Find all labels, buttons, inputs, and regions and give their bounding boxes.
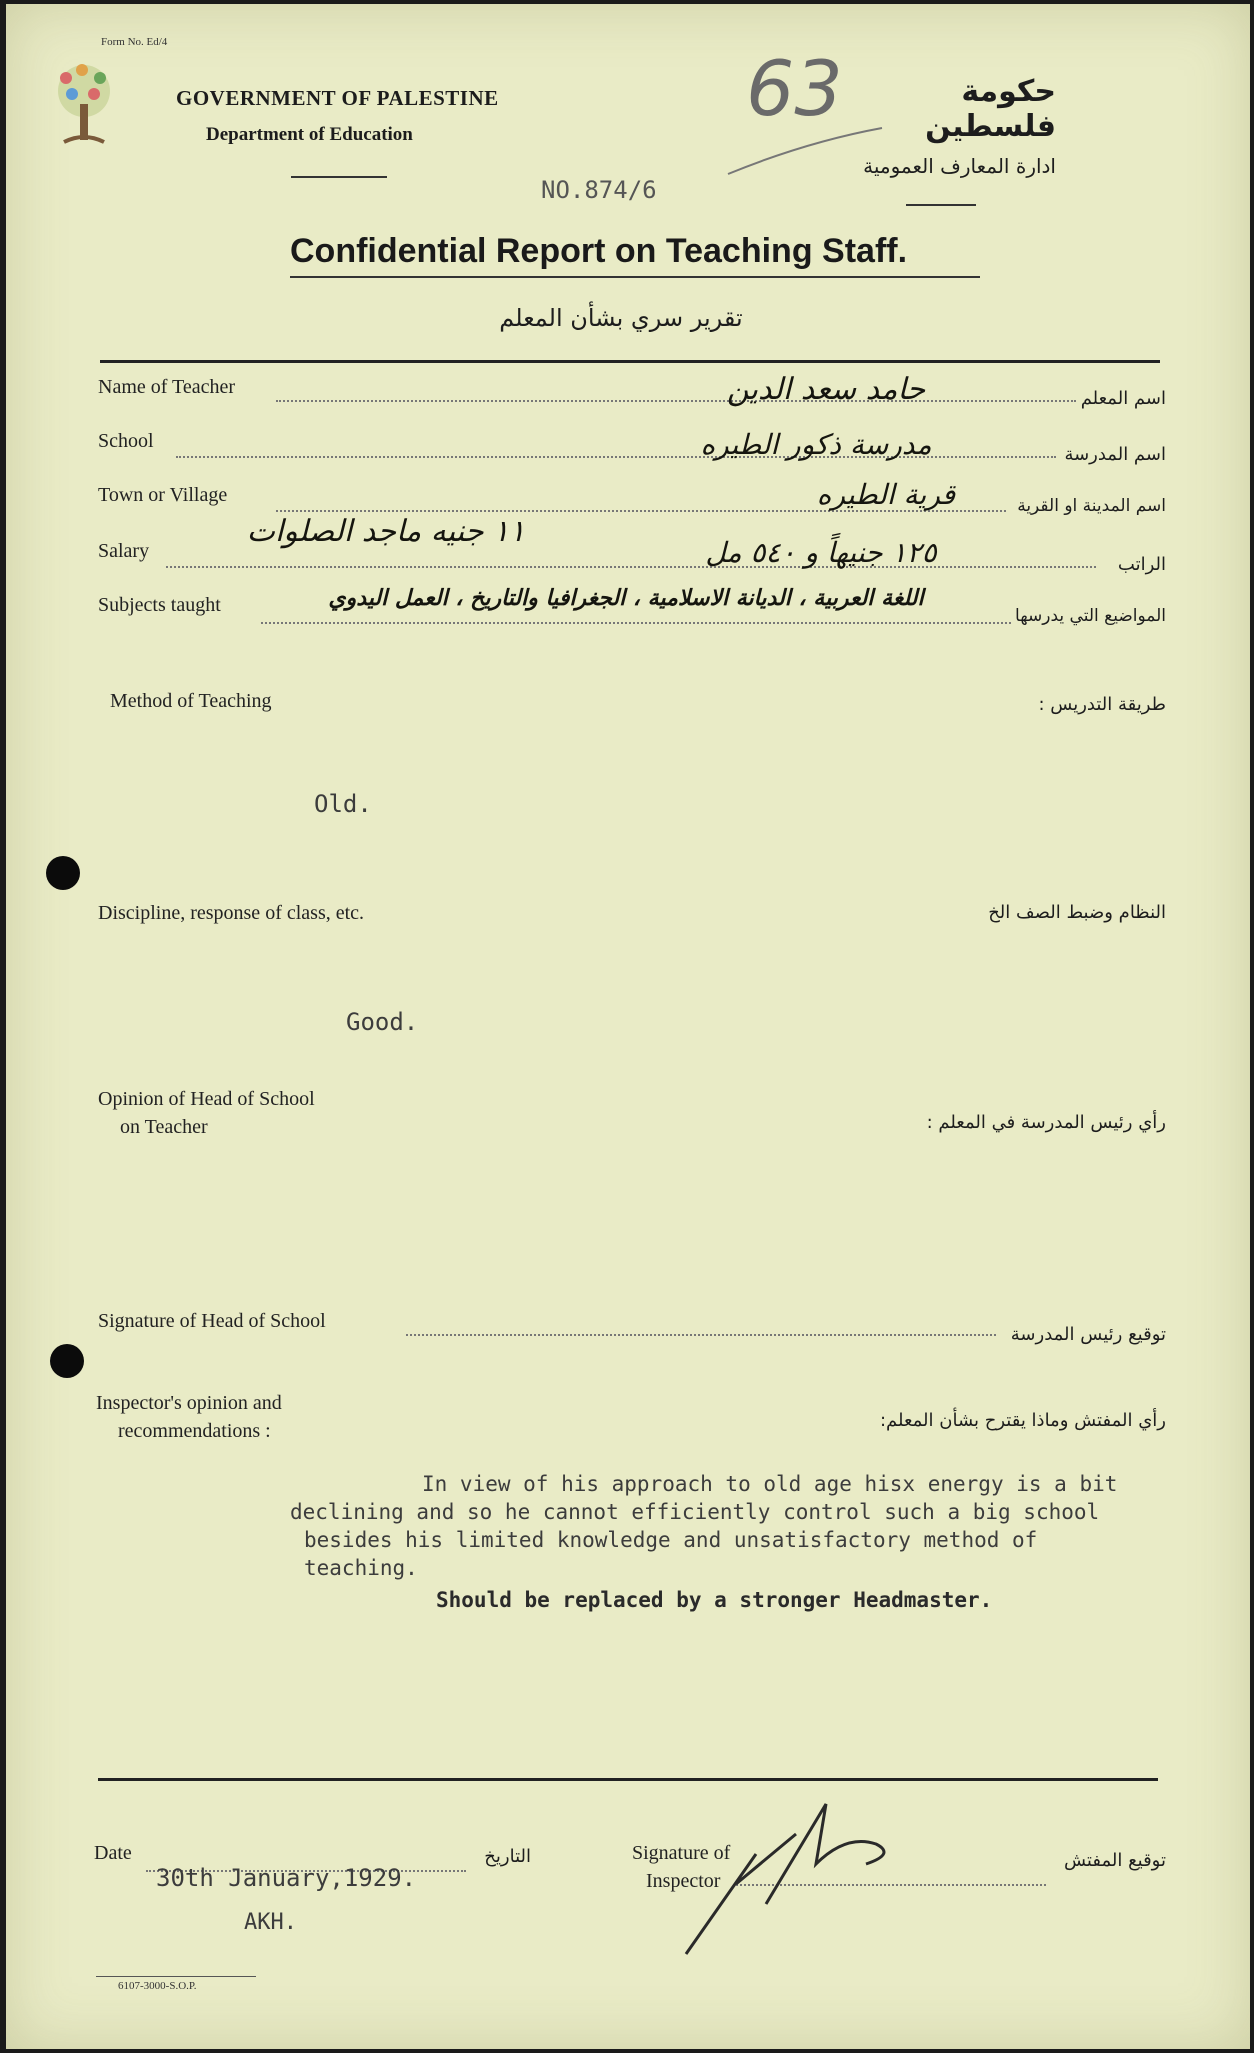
field-label-salary-ar: الراتب (1117, 554, 1166, 575)
field-line-subjects (261, 622, 1011, 624)
field-label-town-ar: اسم المدينة او القرية (1017, 496, 1166, 516)
salary-value: ١٢٥ جنيهاً و ٥٤٠ مل (705, 536, 937, 569)
field-label-teacher-ar: اسم المعلم (1080, 388, 1166, 409)
print-code-rule (96, 1976, 256, 1977)
inspector-sig-label-1: Signature of (632, 1842, 731, 1864)
discipline-value: Good. (346, 1008, 419, 1036)
typist-initials: AKH. (244, 1910, 297, 1935)
field-label-town: Town or Village (98, 484, 228, 506)
top-rule (100, 360, 1160, 363)
dept-title-ar: ادارة المعارف العمومية (863, 154, 1056, 178)
signature-head-line (406, 1334, 996, 1336)
subjects-value: اللغة العربية ، الديانة الاسلامية ، الجغرافيا والتاريخ ، العمل اليدوي (328, 586, 924, 611)
town-value: قرية الطيره (816, 478, 956, 511)
opinion-head-label-2: on Teacher (120, 1116, 208, 1138)
signature-head-label-ar: توقيع رئيس المدرسة (1010, 1324, 1166, 1345)
field-label-salary: Salary (98, 540, 150, 562)
form-number: Form No. Ed/4 (101, 36, 168, 48)
inspector-sig-label-2: Inspector (646, 1870, 721, 1892)
report-title-ar: تقرير سري بشأن المعلم (499, 304, 743, 332)
method-value: Old. (314, 790, 372, 818)
header-ar-divider (906, 204, 976, 206)
inspector-label-1: Inspector's opinion and (96, 1392, 282, 1414)
gov-title-en: GOVERNMENT OF PALESTINE (176, 86, 499, 110)
inspector-line-1: In view of his approach to old age hisx energy is a bit (422, 1472, 1118, 1496)
inspector-line-4: teaching. (304, 1556, 418, 1580)
title-underline (290, 276, 980, 278)
field-line-teacher (276, 400, 1076, 402)
salary-note-value: ١١ جنيه ماجد الصلوات (246, 514, 526, 549)
inspector-sig-label-ar: توقيع المفتش (1063, 1850, 1166, 1871)
method-label-ar: طريقة التدريس : (1038, 694, 1166, 715)
teacher-name-value: حامد سعد الدين (726, 372, 926, 407)
document-page (6, 4, 1250, 2049)
report-title: Confidential Report on Teaching Staff. (290, 232, 908, 270)
punch-hole (46, 856, 80, 890)
dept-title-en: Department of Education (206, 124, 413, 145)
field-label-school: School (98, 430, 154, 452)
page-number: 63 (746, 44, 843, 133)
logo-tree-icon (44, 56, 124, 176)
punch-hole (50, 1344, 84, 1378)
print-code: 6107-3000-S.O.P. (118, 1980, 197, 1992)
bottom-rule (98, 1778, 1158, 1781)
file-number: NO.874/6 (541, 176, 657, 204)
inspector-signature-icon (676, 1794, 936, 1964)
school-value: مدرسة ذكور الطيره (700, 428, 932, 461)
date-value: 30th January,1929. (156, 1864, 417, 1892)
opinion-head-label-ar: رأي رئيس المدرسة في المعلم : (926, 1112, 1166, 1133)
discipline-label-ar: النظام وضبط الصف الخ (988, 902, 1166, 923)
inspector-label-2: recommendations : (118, 1420, 271, 1442)
field-label-teacher: Name of Teacher (98, 376, 236, 398)
discipline-label: Discipline, response of class, etc. (98, 902, 365, 924)
date-label-ar: التاريخ (484, 1846, 531, 1867)
signature-head-label: Signature of Head of School (98, 1310, 326, 1332)
gov-title-ar: حكومة فلسطين (925, 74, 1056, 144)
header-divider (291, 176, 387, 178)
pencil-stroke (726, 122, 886, 182)
opinion-head-label-1: Opinion of Head of School (98, 1088, 315, 1110)
inspector-line-2: declining and so he cannot efficiently control such a big school (290, 1500, 1100, 1524)
field-label-subjects: Subjects taught (98, 594, 221, 616)
inspector-line-3: besides his limited knowledge and unsatisfactory method of (304, 1528, 1038, 1552)
field-label-school-ar: اسم المدرسة (1064, 444, 1166, 465)
field-label-subjects-ar: المواضيع التي يدرسها (1015, 606, 1166, 626)
method-label: Method of Teaching (110, 690, 272, 712)
inspector-line-5: Should be replaced by a stronger Headmaster. (436, 1588, 993, 1612)
inspector-label-ar: رأي المفتش وماذا يقترح بشأن المعلم: (879, 1410, 1166, 1431)
date-label: Date (94, 1842, 132, 1864)
